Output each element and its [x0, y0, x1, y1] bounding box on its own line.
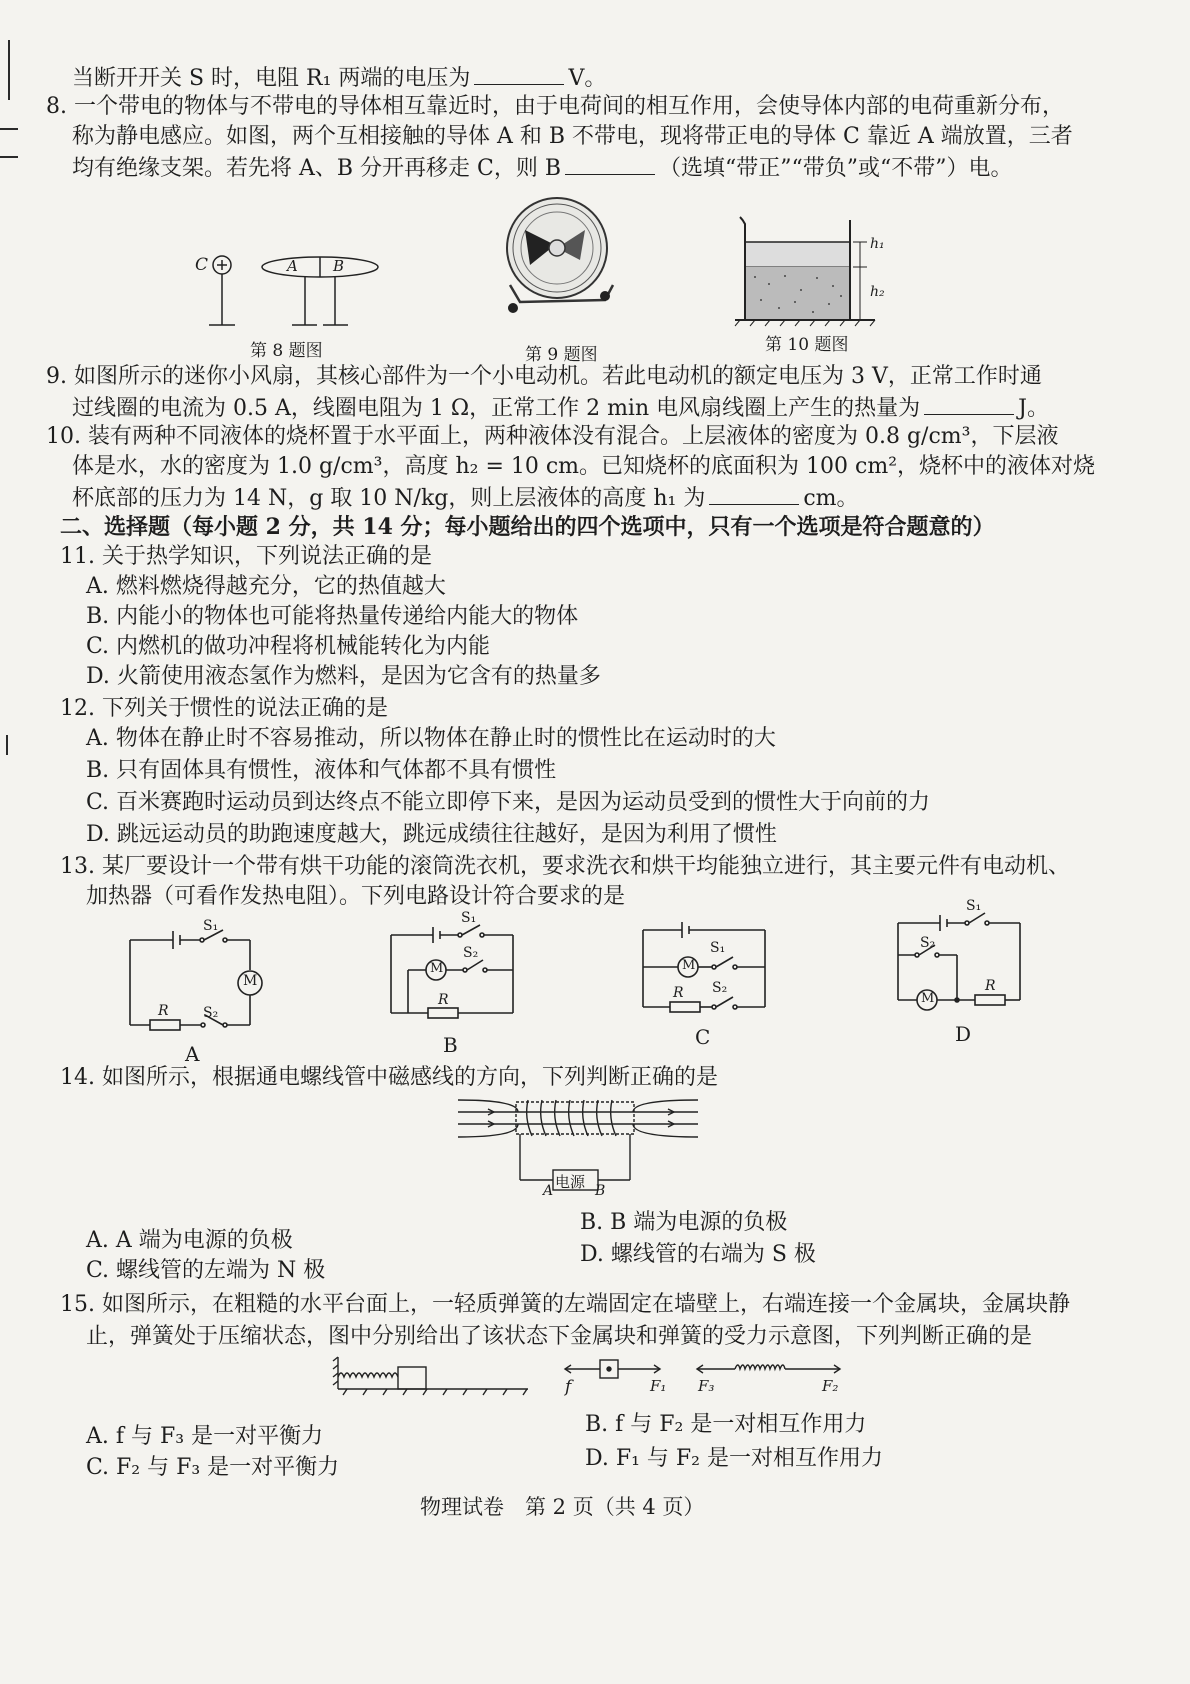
binding-mark — [0, 128, 18, 130]
q12-option-b[interactable]: B. 只有固体具有惯性，液体和气体都不具有惯性 — [86, 758, 557, 783]
answer-blank[interactable] — [709, 482, 799, 505]
q11-option-c[interactable]: C. 内燃机的做功冲程将机械能转化为内能 — [86, 634, 491, 659]
q14-option-a[interactable]: A. A 端为电源的负极 — [86, 1228, 293, 1253]
figure-9-fan — [495, 190, 625, 320]
circuit-b-s1: S₁ — [461, 910, 477, 926]
q11-option-b[interactable]: B. 内能小的物体也可能将热量传递给内能大的物体 — [86, 604, 579, 629]
circuit-c-r: R — [673, 985, 684, 1001]
q14-option-d[interactable]: D. 螺线管的右端为 S 极 — [580, 1242, 816, 1267]
q12-option-d[interactable]: D. 跳远运动员的助跑速度越大，跳远成绩往往越好，是因为利用了惯性 — [86, 822, 777, 847]
fig10-h1: h₁ — [870, 236, 885, 252]
answer-blank[interactable] — [565, 152, 655, 175]
section-2-heading: 二、选择题（每小题 2 分，共 14 分；每小题给出的四个选项中，只有一个选项是符合题意的） — [60, 514, 995, 540]
fig8-caption: 第 8 题图 — [250, 341, 323, 361]
q8-line3: 均有绝缘支架。若先将 A、B 分开再移走 C，则 B （选填“带正”“带负”或“不带”）电。 — [72, 152, 1013, 184]
circuit-d-label: D — [955, 1022, 972, 1046]
q15-line2: 止，弹簧处于压缩状态，图中分别给出了该状态下金属块和弹簧的受力示意图，下列判断正确的是 — [86, 1324, 1033, 1349]
q14-option-c[interactable]: C. 螺线管的左端为 N 极 — [86, 1258, 326, 1283]
circuit-b[interactable] — [388, 925, 518, 1020]
q14-source-label: 电源 — [555, 1173, 586, 1191]
circuit-d-m: M — [921, 991, 935, 1006]
circuit-d[interactable] — [895, 915, 1025, 1010]
fig9-caption: 第 9 题图 — [525, 345, 598, 365]
fig8-c-label: C — [195, 255, 209, 275]
q15-option-b[interactable]: B. f 与 F₂ 是一对相互作用力 — [585, 1412, 867, 1437]
q14-end-b: B — [595, 1183, 606, 1199]
circuit-a-label: A — [185, 1042, 200, 1066]
circuit-c-s1: S₁ — [710, 940, 726, 956]
circuit-b-label: B — [443, 1033, 458, 1057]
q11-option-d[interactable]: D. 火箭使用液态氢作为燃料，是因为它含有的热量多 — [86, 664, 601, 689]
circuit-b-m: M — [430, 961, 444, 976]
fig10-h2: h₂ — [870, 284, 885, 300]
q11-option-a[interactable]: A. 燃料燃烧得越充分，它的热值越大 — [86, 574, 446, 599]
fig8-a-label: A — [287, 257, 298, 275]
q14-option-b[interactable]: B. B 端为电源的负极 — [580, 1210, 788, 1235]
q8-line1: 8. 一个带电的物体与不带电的导体相互靠近时，由于电荷间的相互作用，会使导体内部的电荷重新分布， — [46, 94, 1064, 119]
page-footer: 物理试卷 第 2 页（共 4 页） — [420, 1495, 705, 1519]
circuit-d-s2: S₂ — [920, 935, 936, 951]
circuit-b-s2: S₂ — [463, 945, 479, 961]
circuit-a-s1: S₁ — [203, 918, 219, 934]
circuit-a-s2: S₂ — [203, 1005, 219, 1021]
q12-stem: 12. 下列关于惯性的说法正确的是 — [60, 696, 388, 721]
q10-line2: 体是水，水的密度为 1.0 g/cm³，高度 h₂ = 10 cm。已知烧杯的底面积为 100 cm²，烧杯中的液体对烧 — [72, 454, 1096, 479]
q9-line2: 过线圈的电流为 0.5 A，线圈电阻为 1 Ω，正常工作 2 min 电风扇线圈上产生的热量为 J。 — [72, 392, 1049, 424]
q13-line2: 加热器（可看作发热电阻）。下列电路设计符合要求的是 — [86, 884, 626, 909]
q13-line1: 13. 某厂要设计一个带有烘干功能的滚筒洗衣机，要求洗衣和烘干均能独立进行，其主要元件有电动机、 — [60, 854, 1070, 879]
circuit-d-s1: S₁ — [966, 898, 982, 914]
q12-option-c[interactable]: C. 百米赛跑时运动员到达终点不能立即停下来，是因为运动员受到的惯性大于向前的力 — [86, 790, 931, 815]
fig8-b-label: B — [333, 257, 345, 275]
q10-line3: 杯底部的压力为 14 N，g 取 10 N/kg，则上层液体的高度 h₁ 为 cm。 — [72, 482, 859, 514]
q15-option-d[interactable]: D. F₁ 与 F₂ 是一对相互作用力 — [585, 1446, 883, 1471]
circuit-d-r: R — [985, 978, 996, 994]
answer-blank[interactable] — [924, 392, 1014, 415]
figure-10-beaker — [735, 212, 885, 327]
figure-15-spring-block — [333, 1355, 533, 1400]
circuit-a-r: R — [158, 1003, 169, 1019]
circuit-c-s2: S₂ — [712, 980, 728, 996]
binding-mark — [0, 156, 18, 158]
q11-stem: 11. 关于热学知识，下列说法正确的是 — [60, 544, 432, 569]
force-f1-label: F₁ — [650, 1377, 667, 1395]
q10-line1: 10. 装有两种不同液体的烧杯置于水平面上，两种液体没有混合。上层液体的密度为 0.8 g/cm³，下层液 — [46, 424, 1059, 449]
q12-option-a[interactable]: A. 物体在静止时不容易推动，所以物体在静止时的惯性比在运动时的大 — [86, 726, 776, 751]
force-f3-label: F₃ — [698, 1377, 715, 1395]
force-f-label: f — [565, 1377, 572, 1397]
binding-mark — [8, 40, 10, 100]
q15-line1: 15. 如图所示，在粗糙的水平台面上，一轻质弹簧的左端固定在墙壁上，右端连接一个金属块，金属块静 — [60, 1292, 1070, 1317]
q14-stem: 14. 如图所示，根据通电螺线管中磁感线的方向，下列判断正确的是 — [60, 1065, 718, 1090]
q15-option-c[interactable]: C. F₂ 与 F₃ 是一对平衡力 — [86, 1455, 340, 1480]
q8-line2: 称为静电感应。如图，两个互相接触的导体 A 和 B 不带电，现将带正电的导体 C 靠近 A 端放置，三者 — [72, 124, 1073, 149]
fig10-caption: 第 10 题图 — [765, 335, 849, 355]
circuit-c-label: C — [695, 1025, 711, 1049]
circuit-c-m: M — [682, 958, 696, 973]
q14-end-a: A — [543, 1183, 554, 1199]
circuit-b-r: R — [438, 992, 449, 1008]
circuit-a-m: M — [243, 973, 258, 989]
binding-mark — [6, 735, 8, 755]
force-f2-label: F₂ — [822, 1377, 839, 1395]
q9-line1: 9. 如图所示的迷你小风扇，其核心部件为一个小电动机。若此电动机的额定电压为 3 V，正常工作时通 — [46, 364, 1042, 389]
circuit-c[interactable] — [640, 922, 770, 1017]
q7-tail: 当断开开关 S 时，电阻 R₁ 两端的电压为 V。 — [72, 62, 606, 94]
answer-blank[interactable] — [474, 62, 564, 85]
q15-option-a[interactable]: A. f 与 F₃ 是一对平衡力 — [86, 1424, 324, 1449]
